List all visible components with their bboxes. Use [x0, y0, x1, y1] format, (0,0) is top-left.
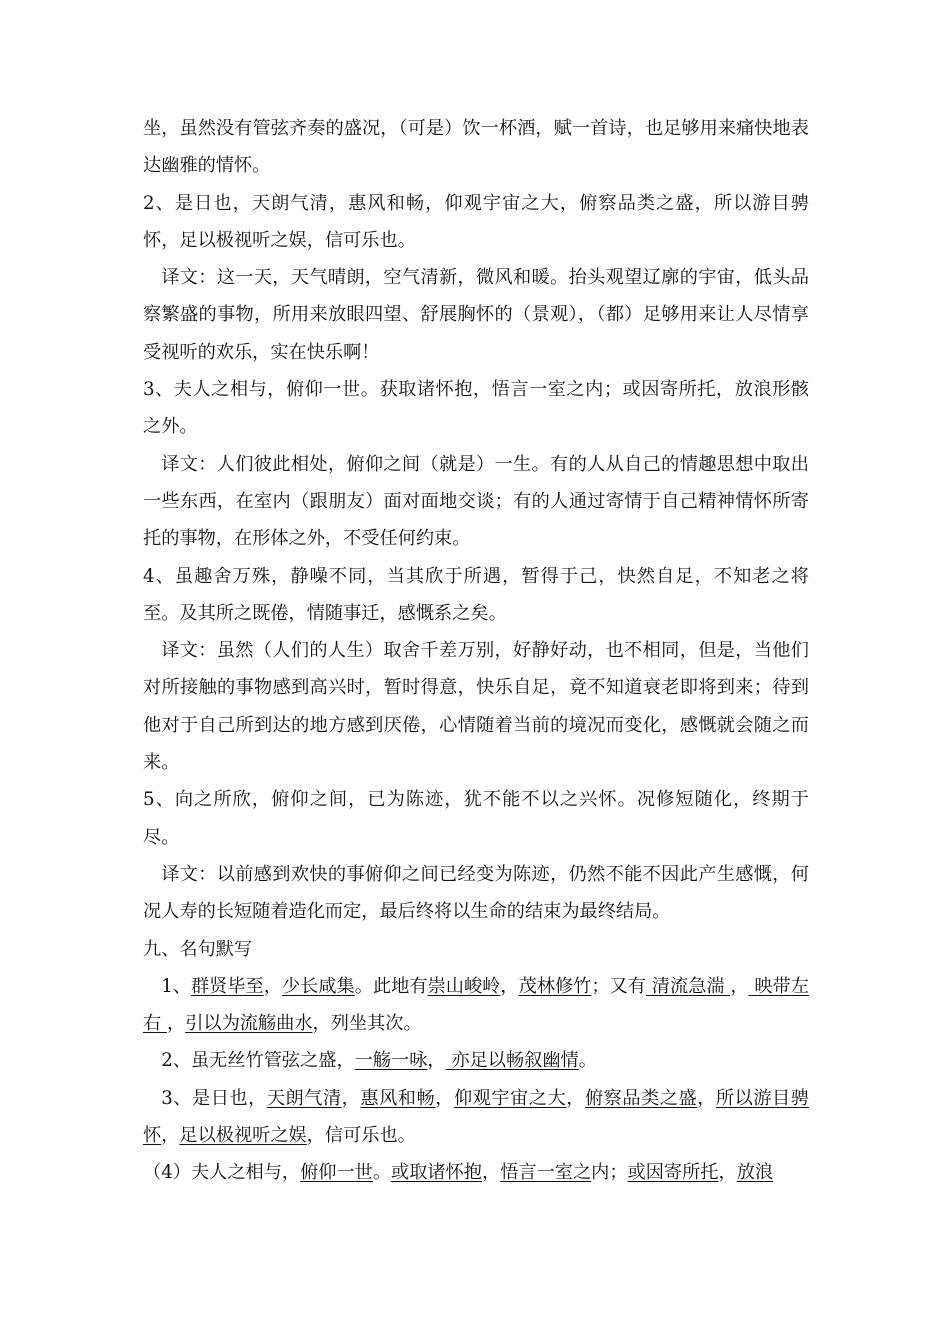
fill-in-answer: 映带左右: [143, 975, 809, 1035]
fill-in-answer: 天朗气清: [266, 1087, 342, 1109]
paragraph: [143, 781, 809, 856]
text-segment: ，: [341, 1087, 361, 1109]
paragraph: [143, 446, 809, 558]
fill-in-answer: 崇山峻岭: [427, 975, 501, 997]
text-segment: ，: [263, 975, 282, 997]
text-segment: 内；: [591, 1162, 628, 1184]
paragraph: [143, 856, 809, 931]
paragraph: [143, 110, 809, 185]
paragraph: [143, 968, 809, 1043]
fill-in-answer: 悟言一室之: [500, 1162, 592, 1184]
fill-in-answer: 清流急湍: [645, 975, 731, 997]
text-segment: 坐，虽然没有管弦齐奏的盛况，（可是）饮一杯酒，赋一首诗，也足够用来痛快地表达幽雅的情怀。: [143, 118, 809, 177]
text-segment: 。: [372, 1162, 392, 1184]
fill-in-answer: 亦足以畅叙幽情: [445, 1050, 579, 1072]
text-segment: ，: [427, 1050, 446, 1072]
text-segment: 译文：人们彼此相处，俯仰之间（就是）一生。有的人从自己的情趣思想中取出一些东西，在室内（跟朋友）面对面地交谈；有的人通过寄情于自己精神情怀所寄托的事物，在形体之外，不受任何约束。: [143, 453, 809, 550]
text-segment: 2、虽无丝竹管弦之盛，: [161, 1050, 355, 1072]
text-segment: 1、: [161, 975, 191, 997]
text-segment: ，: [566, 1087, 585, 1109]
text-segment: ，: [730, 975, 749, 997]
text-segment: 译文：以前感到欢快的事俯仰之间已经变为陈迹，仍然不能不因此产生感慨，何况人寿的长短随着造化而定，最后终将以生命的结束为最终结局。: [143, 863, 809, 923]
fill-in-answer: 茂林修竹: [518, 975, 592, 997]
fill-in-answer: 仰观宇宙之大: [453, 1087, 567, 1109]
text-segment: ，: [500, 975, 519, 997]
paragraph: [143, 371, 809, 446]
text-segment: ；又有: [591, 975, 646, 997]
fill-in-answer: 引以为流觞曲水: [185, 1013, 313, 1035]
fill-in-answer: 或因寄所托: [627, 1162, 719, 1184]
text-segment: 2、是日也，天朗气清，惠风和畅，仰观宇宙之大，俯察品类之盛，所以游目骋怀，足以极视听之娱，信可乐也。: [143, 192, 809, 251]
paragraph: [143, 1042, 809, 1079]
fill-in-answer: 俯察品类之盛: [584, 1087, 698, 1109]
text-segment: （4）夫人之相与，: [143, 1162, 301, 1184]
text-segment: ，: [435, 1087, 454, 1109]
text-segment: 5、向之所欣，俯仰之间，已为陈迹，犹不能不以之兴怀。况修短随化，终期于尽。: [143, 789, 809, 848]
fill-in-answer: 群贤毕至: [190, 975, 264, 997]
text-segment: ，: [697, 1087, 716, 1109]
paragraph: [143, 632, 809, 781]
text-segment: 译文：虽然（人们的人生）取舍千差万别，好静好动，也不相同，但是，当他们对所接触的事物感到高兴时，暂时得意，快乐自足，竟不知道衰老即将到来；待到他对于自己所到达的地方感到厌倦，心情随着当前的境况而变化，感慨就会随之而来。: [143, 640, 809, 774]
text-segment: ，列坐其次。: [312, 1013, 422, 1035]
text-segment: ，: [161, 1125, 180, 1147]
fill-in-answer: 或取诸怀抱: [391, 1162, 482, 1184]
text-segment: 4、虽趣舍万殊，静噪不同，当其欣于所遇，暂得于己，快然自足，不知老之将至。及其所之既倦，情随事迁，感慨系之矣。: [143, 565, 809, 624]
text-segment: 九、名句默写: [143, 938, 253, 960]
text-segment: ，: [166, 1013, 186, 1035]
paragraph: [143, 931, 809, 968]
fill-in-answer: 足以极视听之娱: [179, 1125, 307, 1147]
document-page: [143, 110, 809, 1192]
text-segment: 。此地有: [354, 975, 428, 997]
paragraph: [143, 185, 809, 260]
paragraph: [143, 1080, 809, 1155]
text-segment: ，信可乐也。: [306, 1125, 416, 1147]
text-segment: ，: [718, 1162, 737, 1184]
text-segment: 3、是日也，: [161, 1087, 267, 1109]
paragraph: [143, 1154, 809, 1191]
text-segment: 。: [578, 1050, 597, 1072]
text-segment: 译文：这一天，天气晴朗，空气清新，微风和暖。抬头观望辽廓的宇宙，低头品察繁盛的事物，所用来放眼四望、舒展胸怀的（景观），（都）足够用来让人尽情享受视听的欢乐，实在快乐啊！: [143, 267, 809, 363]
text-segment: ，: [482, 1162, 501, 1184]
fill-in-answer: 放浪: [736, 1162, 774, 1184]
paragraph: [143, 558, 809, 633]
fill-in-answer: 俯仰一世: [300, 1162, 373, 1184]
fill-in-answer: 惠风和畅: [360, 1087, 436, 1109]
text-segment: 3、夫人之相与，俯仰一世。获取诸怀抱，悟言一室之内；或因寄所托，放浪形骸之外。: [143, 379, 809, 438]
fill-in-answer: 少长咸集: [281, 975, 355, 997]
fill-in-answer: 所以游目骋怀: [143, 1087, 809, 1147]
paragraph: [143, 259, 809, 371]
fill-in-answer: 一觞一咏: [354, 1050, 428, 1072]
